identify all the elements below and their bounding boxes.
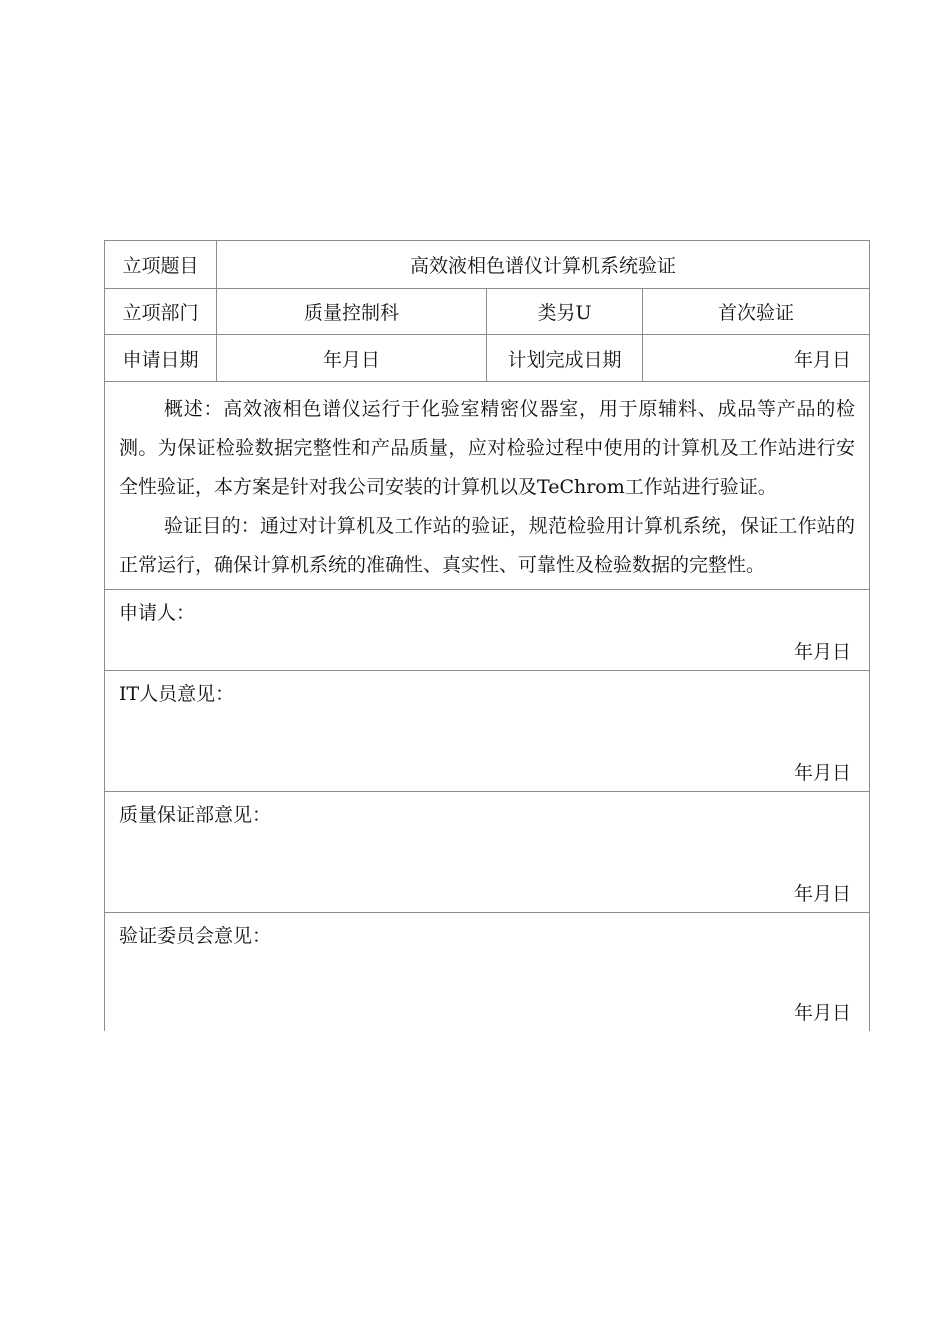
project-title-label: 立项题目 — [105, 241, 217, 289]
dept-value: 质量控制科 — [217, 289, 487, 335]
committee-opinion-date: 年月日 — [794, 1002, 852, 1024]
row-it-opinion — [105, 671, 870, 792]
qa-opinion-date: 年月日 — [794, 883, 852, 905]
category-value: 首次验证 — [643, 289, 870, 335]
qa-opinion-cell — [105, 792, 870, 913]
committee-opinion-cell — [105, 913, 870, 1032]
apply-date-label: 申请日期 — [105, 335, 217, 382]
row-project-title — [105, 241, 870, 289]
overview-paragraph: 概述：高效液相色谱仪运行于化验室精密仪器室，用于原辅料、成品等产品的检测。为保证检验数据完整性和产品质量，应对检验过程中使用的计算机及工作站进行安全性验证，本方案是针对我公司安装的计算机以及TeChrom工作站进行验证。 — [119, 398, 856, 498]
it-opinion-cell — [105, 671, 870, 792]
applicant-cell — [105, 590, 870, 671]
plan-date-value: 年月日 — [643, 335, 870, 382]
it-opinion-date: 年月日 — [794, 762, 852, 784]
overview-cell — [105, 382, 870, 590]
project-title-value: 高效液相色谱仪计算机系统验证 — [217, 241, 870, 289]
applicant-date: 年月日 — [794, 641, 852, 663]
applicant-label: 申请人： — [119, 602, 196, 624]
row-dates — [105, 335, 870, 382]
qa-opinion-label: 质量保证部意见： — [119, 804, 272, 826]
row-committee-opinion — [105, 913, 870, 1032]
project-form-table — [104, 240, 870, 1031]
dept-label: 立项部门 — [105, 289, 217, 335]
row-qa-opinion — [105, 792, 870, 913]
committee-opinion-label: 验证委员会意见： — [119, 925, 272, 947]
apply-date-value: 年月日 — [217, 335, 487, 382]
category-label: 类另U — [487, 289, 643, 335]
it-opinion-label: IT人员意见： — [119, 683, 235, 705]
purpose-paragraph: 验证目的：通过对计算机及工作站的验证，规范检验用计算机系统，保证工作站的正常运行，确保计算机系统的准确性、真实性、可靠性及检验数据的完整性。 — [119, 515, 856, 576]
plan-date-label: 计划完成日期 — [487, 335, 643, 382]
row-applicant — [105, 590, 870, 671]
row-overview — [105, 382, 870, 590]
row-department — [105, 289, 870, 335]
